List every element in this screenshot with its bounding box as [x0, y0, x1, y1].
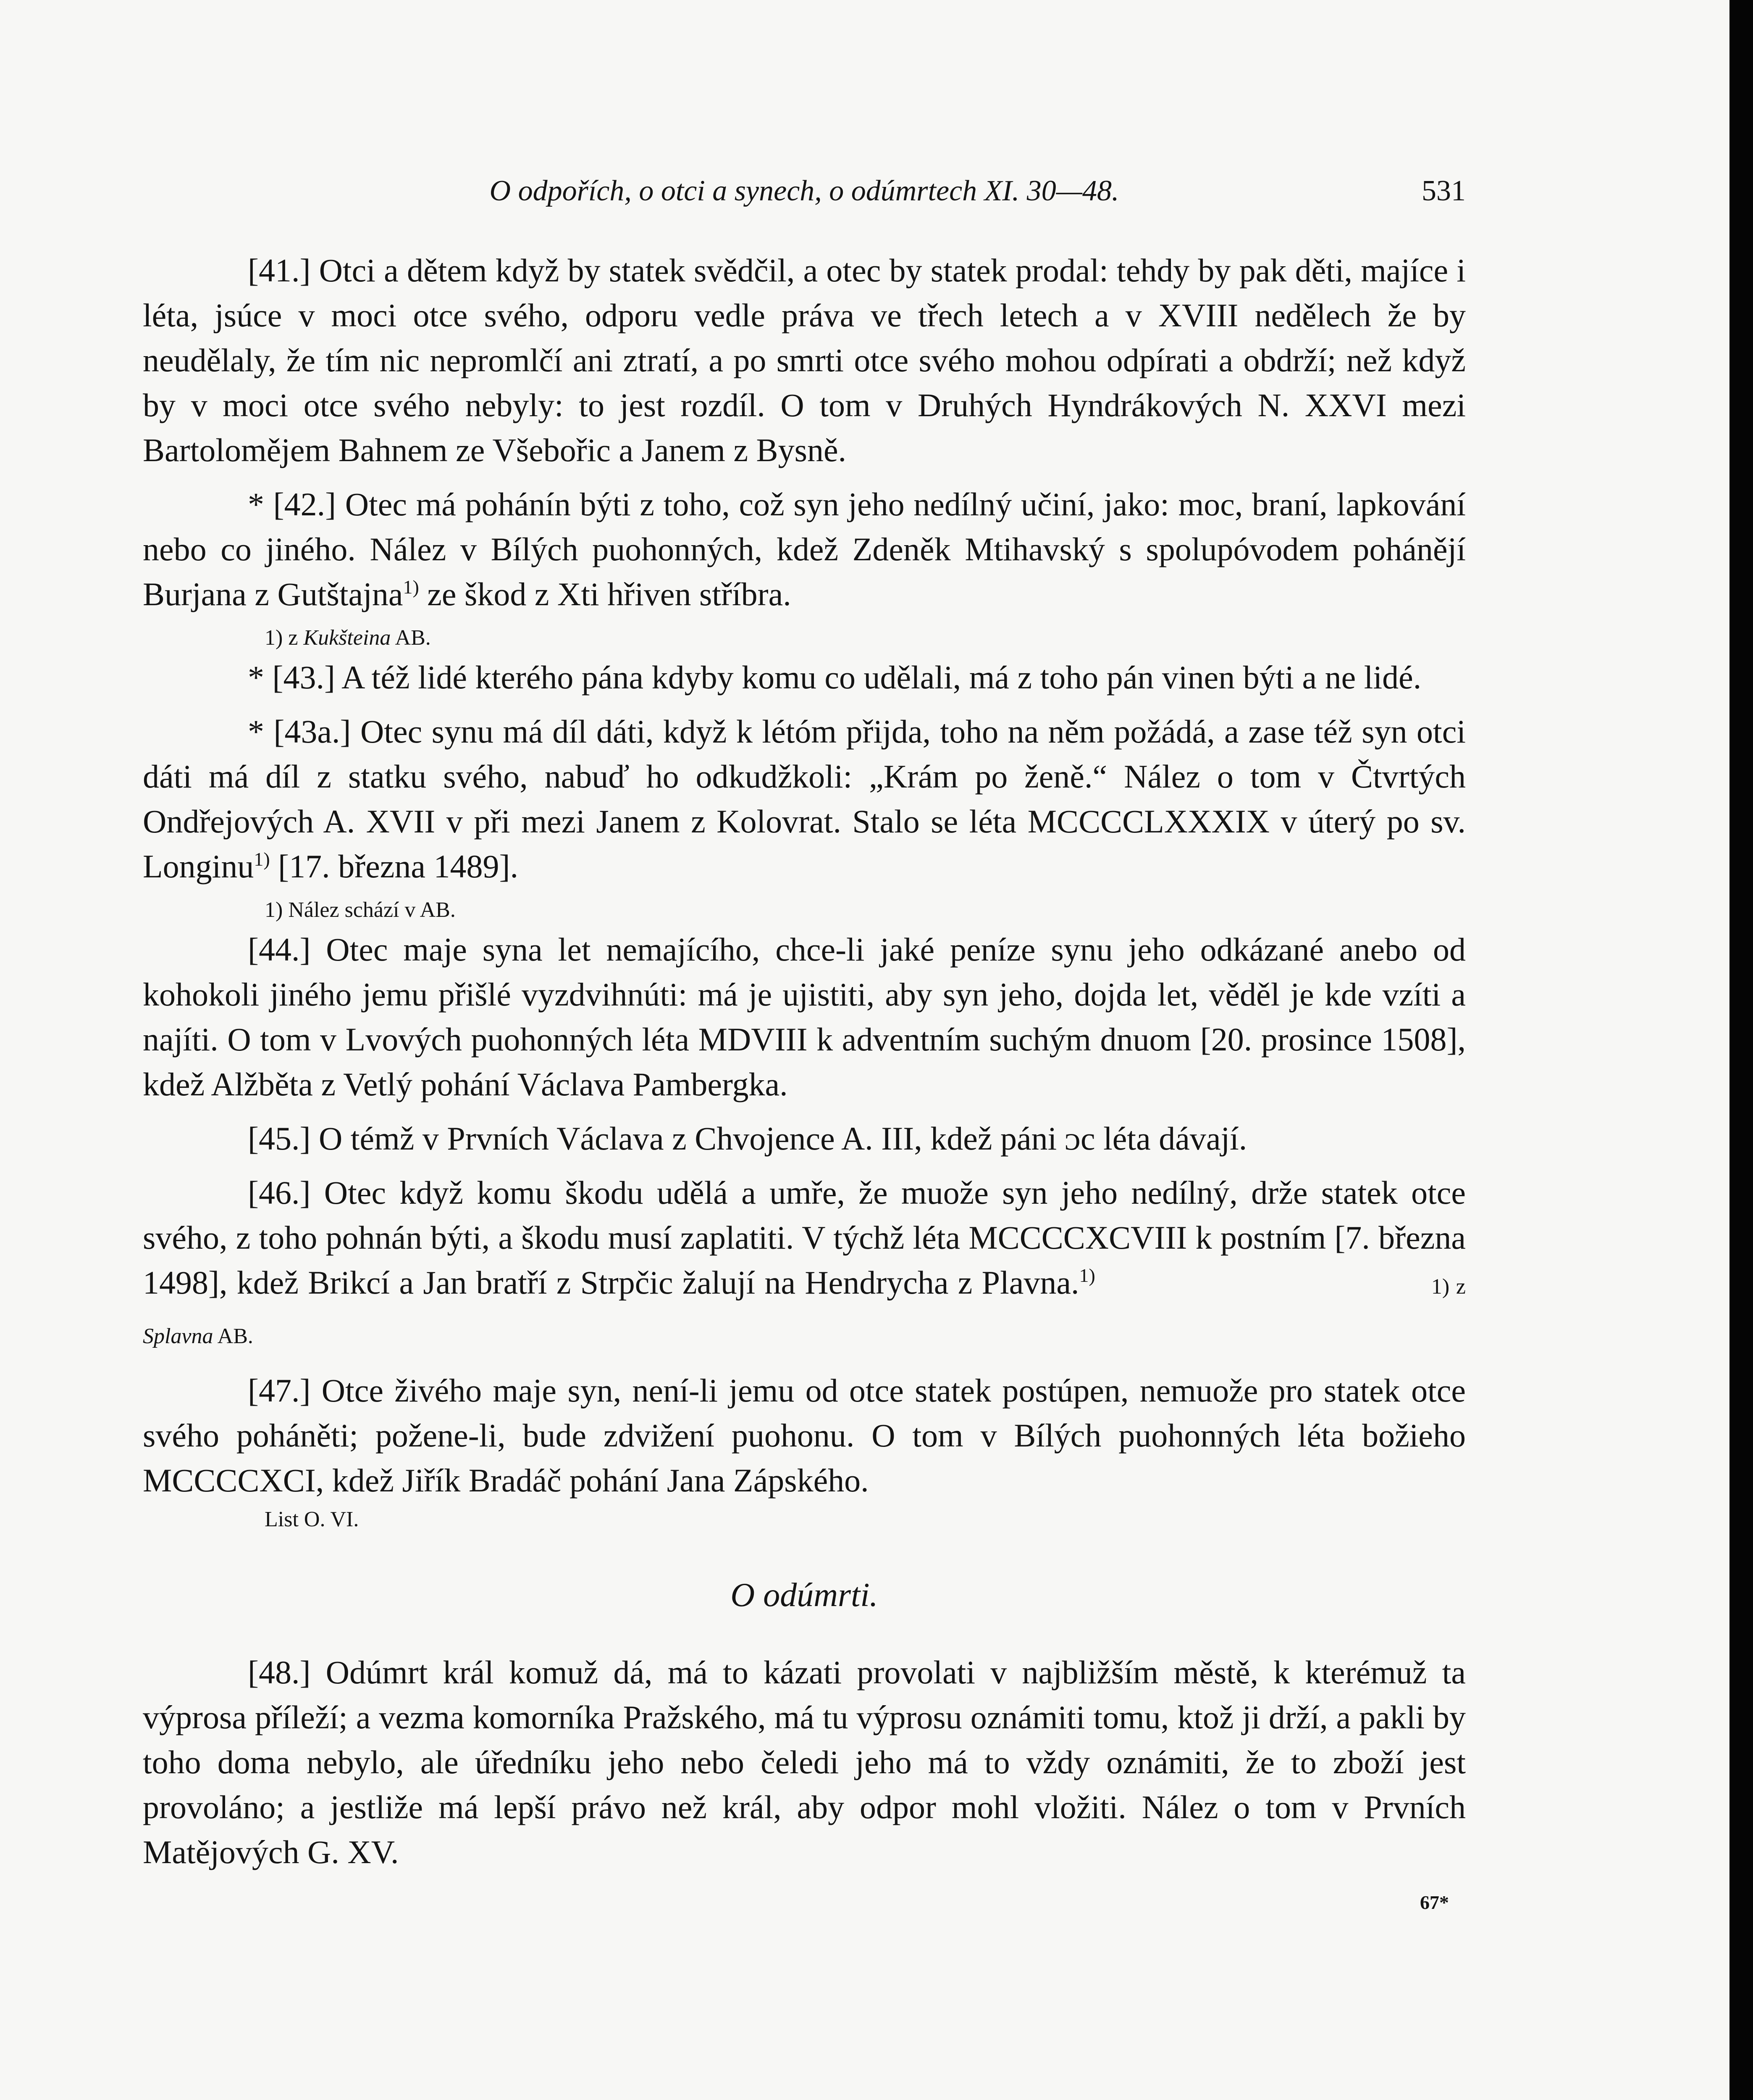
footnote-42-suffix: AB. — [395, 626, 431, 650]
scan-edge — [1729, 0, 1753, 2100]
footnote-ref: 1) — [254, 848, 270, 870]
paragraph-42 — [143, 482, 1466, 621]
paragraph-42-end: ze škod z Xti hřiven stříbra. — [419, 576, 791, 612]
section-title: O odúmrti. — [730, 1577, 878, 1614]
paragraph-42-text: * [42.] Otec má pohánín býti z toho, což syn jeho nedílný učiní, jako: moc, braní, lapkování nebo co jiného. Nález v Bílých puohonných, kdež Zdeněk Mtihavský s spolupóvodem pohánějí Burjana z Gutštajna — [143, 486, 1466, 612]
footnote-43a-text: Nález schází v AB. — [288, 898, 456, 922]
paragraph-44: [44.] Otec maje syna let nemajícího, chce-li jaké peníze synu jeho odkázané anebo od kohokoli jiného jemu přišlé vyzdvihnúti: má je ujistiti, aby syn jeho, dojda let, věděl je kde vzíti a najíti. O tom v Lvových puohonných léta MDVIII k adventním suchým dnuom [20. prosince 1508], kdež Alžběta z Vetlý pohání Václava Pambergka. — [143, 931, 1466, 1102]
paragraph-43: * [43.] A též lidé kterého pána kdyby komu co udělali, má z toho pán vinen býti a ne lidé. — [248, 659, 1422, 696]
footnote-42-italic: Kukšteina — [303, 626, 391, 650]
signature-mark: 67* — [1420, 1892, 1449, 1913]
footnote-ref: 1) — [1079, 1265, 1095, 1286]
footnote-marker: 1) — [265, 898, 283, 922]
page-number: 531 — [1422, 175, 1466, 207]
footnote-ref: 1) — [403, 576, 419, 598]
footnote-marker: 1) — [265, 626, 283, 650]
footnote-marker: 1) — [1431, 1275, 1450, 1299]
paragraph-46-text: [46.] Otec když komu škodu udělá a umře, že muože syn jeho nedílný, drže statek otce svého, z toho pohnán býti, a škodu musí zaplatiti. V týchž léta MCCCCXCVIII k postním [7. března 1498], kdež Brikcí a Jan bratří z Strpčic žalují na Hendrycha z Plavna. — [143, 1174, 1466, 1301]
paragraph-45: [45.] O témž v Prvních Václava z Chvojence A. III, kdež páni ᴐc léta dávají. — [248, 1120, 1247, 1157]
paragraph-47: [47.] Otce živého maje syn, není-li jemu od otce statek postúpen, nemuože pro statek otce svého poháněti; požene-li, bude zdvižení puohonu. O tom v Bílých puohonných léta božieho MCCCCXCI, kdež Jiřík Bradáč pohání Jana Zápského. — [143, 1372, 1466, 1499]
footnote-42-prefix: z — [288, 626, 298, 650]
footnote-46-italic: Splavna — [143, 1324, 213, 1348]
running-head: O odpořích, o otci a synech, o odúmrtech XI. 30—48. — [489, 175, 1119, 207]
paragraph-43a-text: * [43a.] Otec synu má díl dáti, když k létóm přijda, toho na něm požádá, a zase též syn otci dáti má díl z statku svého, nabuď ho odkudžkoli: „Krám po ženě.“ Nález o tom v Čtvrtých Ondřejových A. XVII v při mezi Janem z Kolovrat. Stalo se léta MCCCCLXXXIX v úterý po sv. Longinu — [143, 713, 1466, 885]
document-page — [143, 168, 1466, 1914]
paragraph-43a — [143, 709, 1466, 893]
paragraph-48: [48.] Odúmrt král komuž dá, má to kázati provolati v najbližším městě, k kterémuž ta výprosa příleží; a vezma komorníka Pražského, má tu výprosu oznámiti tomu, ktož ji drží, a pakli by toho doma nebylo, ale úředníku jeho nebo čeledi jeho má to vždy oznámiti, že to zboží jest provoláno; a jestliže má lepší právo než král, aby odpor mohl vložiti. Nález o tom v Prvních Matějových G. XV. — [143, 1654, 1466, 1870]
paragraph-46 — [143, 1170, 1466, 1359]
page-header — [143, 168, 1466, 214]
paragraph-43a-end: [17. března 1489]. — [270, 848, 518, 885]
footnote-46-suffix: AB. — [217, 1324, 253, 1348]
footnote-46-prefix: z — [1456, 1275, 1466, 1299]
footnote-43a — [265, 893, 1466, 927]
list-reference: List O. VI. — [265, 1507, 359, 1531]
footnote-42 — [265, 621, 1466, 655]
text-block — [143, 248, 1466, 1914]
paragraph-41: [41.] Otci a dětem když by statek svědčil, a otec by statek prodal: tehdy by pak děti, majíce i léta, jsúce v moci otce svého, odporu vedle práva ve třech letech a v XVIII nedělech že by neudělaly, že tím nic nepromlčí ani ztratí, a po smrti otce svého mohou odpírati a obdrží; než když by v moci otce svého nebyly: to jest rozdíl. O tom v Druhých Hyndrákových N. XXVI mezi Bartolomějem Bahnem ze Všebořic a Janem z Bysně. — [143, 252, 1466, 468]
